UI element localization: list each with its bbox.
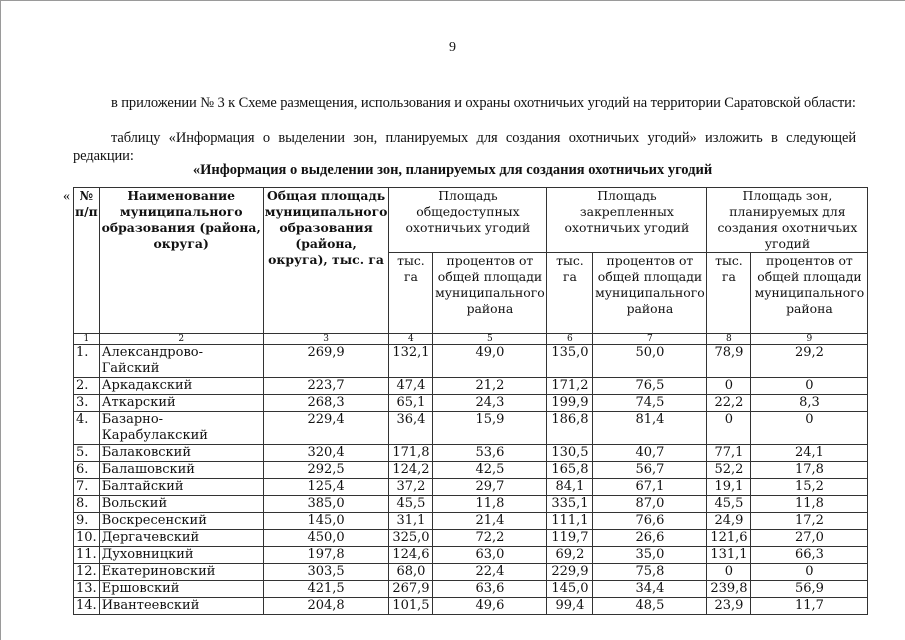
row-number: 1.: [74, 345, 100, 378]
total-area: 385,0: [263, 496, 389, 513]
assigned-area-ha: 99,4: [547, 598, 593, 615]
district-name: Ивантеевский: [99, 598, 263, 615]
total-area: 320,4: [263, 445, 389, 462]
column-number: 8: [707, 334, 751, 345]
planned-area-ha: 23,9: [707, 598, 751, 615]
public-area-pct: 63,0: [433, 547, 547, 564]
planned-area-pct: 24,1: [751, 445, 868, 462]
row-number: 12.: [74, 564, 100, 581]
district-name: Дергачевский: [99, 530, 263, 547]
assigned-area-ha: 119,7: [547, 530, 593, 547]
assigned-area-pct: 74,5: [593, 395, 707, 412]
table-row: [74, 547, 868, 564]
public-area-ha: 31,1: [389, 513, 433, 530]
column-number: 6: [547, 334, 593, 345]
assigned-area-ha: 335,1: [547, 496, 593, 513]
planned-area-ha: 121,6: [707, 530, 751, 547]
planned-area-pct: 0: [751, 378, 868, 395]
assigned-area-pct: 76,5: [593, 378, 707, 395]
assigned-area-pct: 87,0: [593, 496, 707, 513]
header-public-area: Площадь общедоступных охотничьих угодий: [389, 188, 547, 253]
total-area: 303,5: [263, 564, 389, 581]
public-area-pct: 29,7: [433, 479, 547, 496]
public-area-pct: 22,4: [433, 564, 547, 581]
planned-area-ha: 0: [707, 378, 751, 395]
public-area-ha: 267,9: [389, 581, 433, 598]
assigned-area-ha: 135,0: [547, 345, 593, 378]
district-name: Базарно-Карабулакский: [99, 412, 263, 445]
assigned-area-pct: 56,7: [593, 462, 707, 479]
assigned-area-ha: 69,2: [547, 547, 593, 564]
planned-area-pct: 17,8: [751, 462, 868, 479]
table-row: [74, 445, 868, 462]
table-title: «Информация о выделении зон, планируемых для создания охотничьих угодий: [192, 162, 713, 178]
total-area: 292,5: [263, 462, 389, 479]
table-row: [74, 395, 868, 412]
public-area-ha: 36,4: [389, 412, 433, 445]
public-area-ha: 325,0: [389, 530, 433, 547]
public-area-pct: 53,6: [433, 445, 547, 462]
assigned-area-pct: 34,4: [593, 581, 707, 598]
row-number: 4.: [74, 412, 100, 445]
public-area-pct: 72,2: [433, 530, 547, 547]
row-number: 11.: [74, 547, 100, 564]
district-name: Балаковский: [99, 445, 263, 462]
planned-area-pct: 11,8: [751, 496, 868, 513]
district-name: Ершовский: [99, 581, 263, 598]
row-number: 7.: [74, 479, 100, 496]
paragraph-appendix: в приложении № 3 к Схеме размещения, использования и охраны охотничьих угодий на территории Саратовской области:: [111, 95, 856, 111]
public-area-pct: 21,2: [433, 378, 547, 395]
public-area-ha: 65,1: [389, 395, 433, 412]
planned-area-ha: 24,9: [707, 513, 751, 530]
assigned-area-pct: 76,6: [593, 513, 707, 530]
assigned-area-ha: 171,2: [547, 378, 593, 395]
total-area: 125,4: [263, 479, 389, 496]
assigned-area-ha: 84,1: [547, 479, 593, 496]
planned-area-pct: 17,2: [751, 513, 868, 530]
planned-area-ha: 239,8: [707, 581, 751, 598]
total-area: 421,5: [263, 581, 389, 598]
public-area-ha: 101,5: [389, 598, 433, 615]
assigned-area-pct: 26,6: [593, 530, 707, 547]
row-number: 3.: [74, 395, 100, 412]
public-area-ha: 124,2: [389, 462, 433, 479]
planned-area-pct: 8,3: [751, 395, 868, 412]
column-number: 5: [433, 334, 547, 345]
table-row: [74, 479, 868, 496]
header-total-area: Общая площадь муниципального образования (района, округа), тыс. га: [263, 188, 389, 334]
planned-area-pct: 27,0: [751, 530, 868, 547]
table-row: [74, 530, 868, 547]
public-area-pct: 42,5: [433, 462, 547, 479]
planned-area-pct: 29,2: [751, 345, 868, 378]
public-area-pct: 63,6: [433, 581, 547, 598]
table-row: [74, 581, 868, 598]
header-public-ha: тыс. га: [389, 253, 433, 334]
district-name: Александрово-Гайский: [99, 345, 263, 378]
page-frame-left: [0, 0, 1, 640]
header-planned-area: Площадь зон, планируемых для создания охотничьих угодий: [707, 188, 868, 253]
planned-area-pct: 11,7: [751, 598, 868, 615]
table-row: [74, 496, 868, 513]
assigned-area-pct: 81,4: [593, 412, 707, 445]
planned-area-pct: 0: [751, 564, 868, 581]
column-number: 9: [751, 334, 868, 345]
total-area: 450,0: [263, 530, 389, 547]
public-area-pct: 21,4: [433, 513, 547, 530]
total-area: 229,4: [263, 412, 389, 445]
planned-area-ha: 52,2: [707, 462, 751, 479]
total-area: 223,7: [263, 378, 389, 395]
column-number: 4: [389, 334, 433, 345]
page-number: 9: [449, 40, 456, 55]
public-area-pct: 15,9: [433, 412, 547, 445]
header-planned-pct: процентов от общей площади муниципального района: [751, 253, 868, 334]
planned-area-pct: 15,2: [751, 479, 868, 496]
header-name: Наименование муниципального образования (района, округа): [99, 188, 263, 334]
row-number: 9.: [74, 513, 100, 530]
table-row: [74, 598, 868, 615]
planned-area-ha: 45,5: [707, 496, 751, 513]
district-name: Аткарский: [99, 395, 263, 412]
assigned-area-ha: 111,1: [547, 513, 593, 530]
public-area-ha: 45,5: [389, 496, 433, 513]
district-name: Духовницкий: [99, 547, 263, 564]
public-area-ha: 68,0: [389, 564, 433, 581]
district-name: Воскресенский: [99, 513, 263, 530]
column-number: 7: [593, 334, 707, 345]
public-area-pct: 49,6: [433, 598, 547, 615]
table-row: [74, 412, 868, 445]
row-number: 5.: [74, 445, 100, 462]
total-area: 197,8: [263, 547, 389, 564]
district-name: Вольский: [99, 496, 263, 513]
planned-area-ha: 78,9: [707, 345, 751, 378]
assigned-area-ha: 199,9: [547, 395, 593, 412]
assigned-area-pct: 40,7: [593, 445, 707, 462]
table-row: [74, 462, 868, 479]
public-area-ha: 47,4: [389, 378, 433, 395]
assigned-area-ha: 145,0: [547, 581, 593, 598]
table-row: [74, 345, 868, 378]
district-name: Аркадакский: [99, 378, 263, 395]
assigned-area-pct: 48,5: [593, 598, 707, 615]
row-number: 6.: [74, 462, 100, 479]
district-name: Балашовский: [99, 462, 263, 479]
header-assigned-ha: тыс. га: [547, 253, 593, 334]
assigned-area-ha: 186,8: [547, 412, 593, 445]
column-number-row: [74, 334, 868, 345]
planned-area-ha: 131,1: [707, 547, 751, 564]
planned-area-ha: 0: [707, 412, 751, 445]
total-area: 268,3: [263, 395, 389, 412]
row-number: 13.: [74, 581, 100, 598]
public-area-ha: 171,8: [389, 445, 433, 462]
opening-quote-mark: «: [63, 189, 70, 204]
table-row: [74, 564, 868, 581]
public-area-pct: 24,3: [433, 395, 547, 412]
total-area: 269,9: [263, 345, 389, 378]
public-area-ha: 124,6: [389, 547, 433, 564]
assigned-area-pct: 67,1: [593, 479, 707, 496]
planned-area-ha: 0: [707, 564, 751, 581]
assigned-area-pct: 35,0: [593, 547, 707, 564]
planned-area-pct: 0: [751, 412, 868, 445]
planned-area-pct: 66,3: [751, 547, 868, 564]
district-name: Балтайский: [99, 479, 263, 496]
assigned-area-pct: 75,8: [593, 564, 707, 581]
public-area-pct: 11,8: [433, 496, 547, 513]
hunting-zones-table: [73, 187, 868, 615]
header-assigned-area: Площадь закрепленных охотничьих угодий: [547, 188, 707, 253]
assigned-area-pct: 50,0: [593, 345, 707, 378]
row-number: 10.: [74, 530, 100, 547]
planned-area-ha: 22,2: [707, 395, 751, 412]
header-public-pct: процентов от общей площади муниципального района: [433, 253, 547, 334]
planned-area-ha: 19,1: [707, 479, 751, 496]
page-frame-top: [0, 0, 905, 1]
planned-area-ha: 77,1: [707, 445, 751, 462]
row-number: 8.: [74, 496, 100, 513]
paragraph-table-edit: таблицу «Информация о выделении зон, планируемых для создания охотничьих угодий» изложить в следующей редакции:: [73, 130, 856, 164]
table-row: [74, 513, 868, 530]
public-area-pct: 49,0: [433, 345, 547, 378]
column-number: 3: [263, 334, 389, 345]
public-area-ha: 37,2: [389, 479, 433, 496]
district-name: Екатериновский: [99, 564, 263, 581]
row-number: 2.: [74, 378, 100, 395]
assigned-area-ha: 229,9: [547, 564, 593, 581]
header-number: № п/п: [74, 188, 100, 334]
public-area-ha: 132,1: [389, 345, 433, 378]
column-number: 2: [99, 334, 263, 345]
total-area: 145,0: [263, 513, 389, 530]
column-number: 1: [74, 334, 100, 345]
planned-area-pct: 56,9: [751, 581, 868, 598]
table-row: [74, 378, 868, 395]
header-planned-ha: тыс. га: [707, 253, 751, 334]
total-area: 204,8: [263, 598, 389, 615]
row-number: 14.: [74, 598, 100, 615]
assigned-area-ha: 130,5: [547, 445, 593, 462]
header-assigned-pct: процентов от общей площади муниципального района: [593, 253, 707, 334]
assigned-area-ha: 165,8: [547, 462, 593, 479]
